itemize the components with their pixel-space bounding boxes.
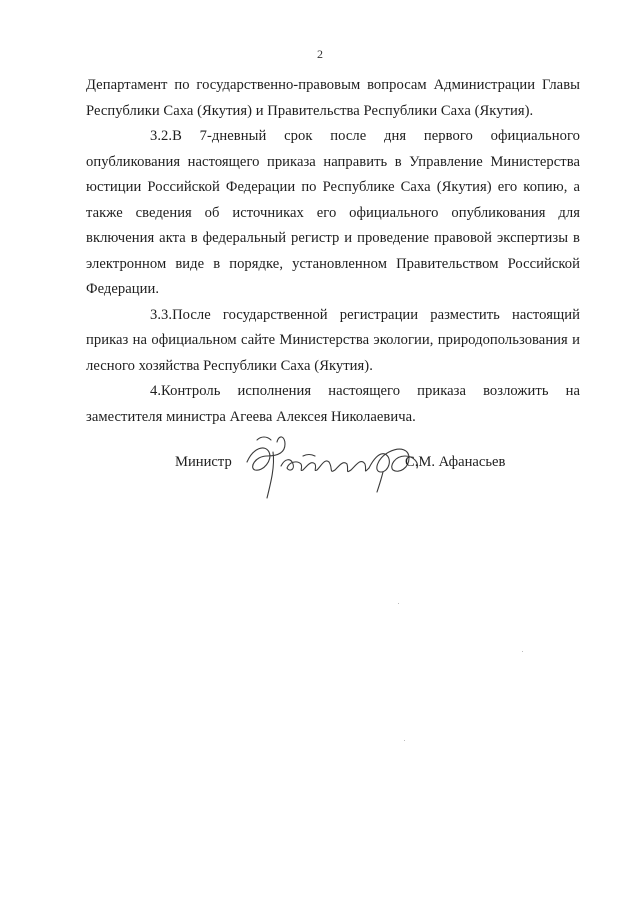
signatory-name: С.М. Афанасьев [405,454,506,470]
paragraph-3-3 [86,303,580,380]
signature-block [175,450,555,490]
paragraph-number: 3.3. [150,306,173,323]
page-number: 2 [317,47,323,61]
paragraph-text: После государственной регистрации разместить настоящий приказ на официальном сайте Министерства экологии, природопользования и лесного хозяйства Республики Саха (Якутия). [86,306,580,374]
paragraph-text: Контроль исполнения настоящего приказа возложить на заместителя министра Агеева Алексея Николаевича. [86,383,580,425]
handwritten-signature [233,422,433,502]
signatory-title: Министр [175,454,232,470]
paragraph-text: В 7-дневный срок после дня первого официального опубликования настоящего приказа направить в Управление Министерства юстиции Российской Федерации по Республике Саха (Якутия) его копию, а также сведения об источниках его официального опубликования для включения акта в федеральный регистр и проведение правовой экспертизы в электронном виде в порядке, установленном Правительством Российской Федерации. [86,128,580,297]
document-body [86,73,580,430]
paragraph-3-2 [86,124,580,303]
scan-speck [522,651,523,652]
paragraph-number: 4. [150,383,162,399]
scan-speck [398,603,399,604]
scan-speck [404,740,405,741]
paragraph-text: Департамент по государственно-правовым вопросам Администрации Главы Республики Саха (Якутия) и Правительства Республики Саха (Якутия). [86,77,580,119]
paragraph-continuation [86,73,580,124]
paragraph-number: 3.2. [150,128,173,144]
